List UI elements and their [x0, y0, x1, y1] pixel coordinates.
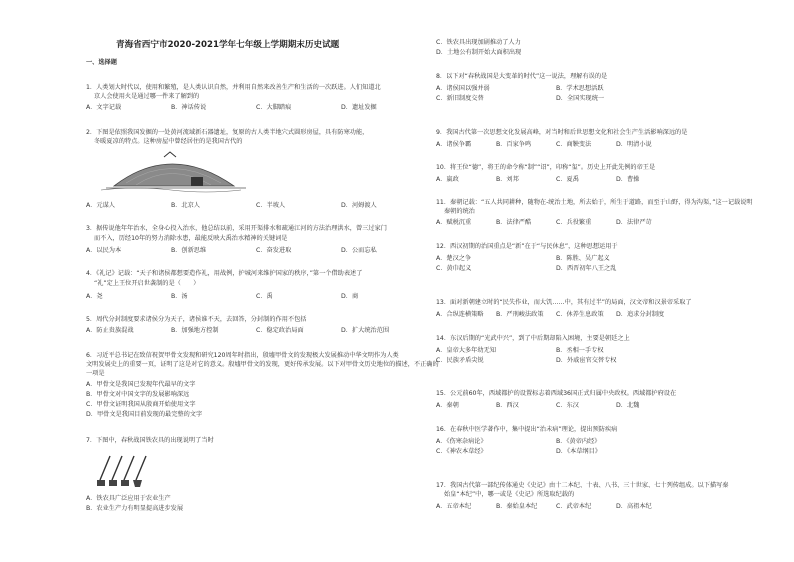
- q5-option-a[interactable]: A．防止贵族混战: [86, 327, 134, 334]
- q7-stem: 7．下图中，春秋战国铁农具的出现说明了当时: [86, 437, 214, 444]
- q17-option-a[interactable]: A．五帝本纪: [436, 503, 472, 510]
- q15-option-d[interactable]: D．北魏: [616, 402, 640, 409]
- q1-option-b[interactable]: B．神话传说: [171, 104, 207, 111]
- q13-option-c[interactable]: C．休养生息政策: [556, 311, 604, 318]
- q2-option-b[interactable]: B．北京人: [171, 202, 200, 209]
- q12-stem: 12．西汉初期的治国重点是“新”在于“与民休息”，这种思想运用于: [436, 243, 618, 250]
- q8-option-d[interactable]: D．全国实现统一: [556, 95, 605, 102]
- q11-option-b[interactable]: B．法律严酷: [496, 219, 532, 226]
- q3-option-d[interactable]: D．公而忘私: [341, 247, 377, 254]
- page-title: 青海省西宁市2020-2021学年七年级上学期期末历史试题: [116, 40, 340, 50]
- q12-option-c[interactable]: C．黄巾起义: [436, 265, 472, 272]
- q3-option-b[interactable]: B．创新思维: [171, 247, 207, 254]
- iron-tools-illustration: [96, 452, 156, 492]
- q5-option-c[interactable]: C．稳定政治局面: [256, 327, 304, 334]
- q10-option-a[interactable]: A．嬴政: [436, 176, 459, 183]
- q12-option-d[interactable]: D．西晋初年八王之乱: [556, 265, 617, 272]
- q14-stem: 14．东汉后期的“光武中兴”，到了中后期却陷入困境，主要是朝廷之上: [436, 335, 630, 342]
- q14-option-c[interactable]: C．民族矛盾尖锐: [436, 357, 484, 364]
- q5-option-b[interactable]: B．加强地方控制: [171, 327, 219, 334]
- q10-option-d[interactable]: D．曹操: [616, 176, 640, 183]
- q6-option-b[interactable]: B．甲骨文对中国文字的发展影响深远: [86, 391, 190, 398]
- q10-option-b[interactable]: B．刘邦: [496, 176, 519, 183]
- q17-stem: 17．我国古代第一部纪传体通史《史记》由十二本纪、十表、八书、三十世家、七十列传组成。以下描写秦: [436, 482, 729, 489]
- q4-option-d[interactable]: D．商: [341, 293, 359, 300]
- q3-option-c[interactable]: C．奋发进取: [256, 247, 292, 254]
- q8-option-c[interactable]: C．新旧制度交替: [436, 95, 484, 102]
- q4-stem-2: “礼”定上王位开启世袭制的是（ ）: [94, 280, 200, 287]
- q16-option-a[interactable]: A．《伤寒杂病论》: [436, 438, 487, 445]
- q7-option-c[interactable]: C．铁农具出现加剧推动了人力: [436, 39, 521, 46]
- q11-option-c[interactable]: C．兵役繁重: [556, 219, 592, 226]
- q5-option-d[interactable]: D．扩大统治范围: [341, 327, 390, 334]
- q8-stem: 8．以下对“春秋战国是大变革的时代”这一说法，理解有误的是: [436, 73, 608, 80]
- q15-stem: 15．公元前60年，西域都护的设置标志着西域36国正式归属中央政权。西域都护府设在: [436, 390, 677, 397]
- q9-option-c[interactable]: C．商鞅变法: [556, 141, 592, 148]
- q4-option-b[interactable]: B．汤: [171, 293, 188, 300]
- q14-option-a[interactable]: A．皇帝大多年幼无知: [436, 347, 496, 354]
- q16-option-d[interactable]: D．《本草纲目》: [556, 448, 601, 455]
- hut-illustration: [96, 150, 246, 195]
- q10-option-c[interactable]: C．夏禹: [556, 176, 579, 183]
- q3-option-a[interactable]: A．以民为本: [86, 247, 122, 254]
- q3-stem-2: 而不入，历经10年的努力消除水患，最能反映大禹治水精神的关键词是: [94, 235, 288, 242]
- q4-stem: 4．《礼记》记载：“天子和诸侯都想要造作礼，用战例，护城河来维护国家的秩序，”第一个借助表述了: [86, 270, 363, 277]
- q15-option-a[interactable]: A．秦朝: [436, 402, 459, 409]
- q1-stem: 1．人类划大时代以，使用和繁殖，是人类认识自然，并利用自然来改善生产和生活的一次跃进。人们知道北: [86, 84, 381, 91]
- q11-stem-2: 秦朝的统治: [444, 208, 475, 215]
- q8-option-a[interactable]: A．诸侯国以强并弱: [436, 85, 490, 92]
- q17-option-d[interactable]: D．高祖本纪: [616, 503, 652, 510]
- q8-option-b[interactable]: B．学术思想活跃: [556, 85, 604, 92]
- q7-option-a[interactable]: A．铁农具广泛应用于农业生产: [86, 495, 171, 502]
- q10-stem: 10．将王位“德”，将王的命令称“制”“诏”，印称“玺”。历史上开此先例的帝王是: [436, 164, 656, 171]
- q13-stem: 13．面对新朝建立时的“民失作业，而大饥……中，其有过半”的局面，汉文帝和汉景帝采取了: [436, 299, 692, 306]
- q13-option-a[interactable]: A．合纵连横策略: [436, 311, 484, 318]
- q13-option-d[interactable]: D．追求分封制度: [616, 311, 665, 318]
- q11-stem: 11．秦朝记载：“五人共同耕种，随物在-统治土地，所去始于，所生于道路，而至于山野，得为沟渠，”这一记载说明: [436, 199, 753, 206]
- q2-stem: 2．下图是依照我国发掘的一处黄河流域新石器遗址，复原的古人类半地穴式圆形房屋，具有防寒功能，: [86, 129, 369, 136]
- q6-stem-3: 一项是: [86, 370, 105, 377]
- q1-option-a[interactable]: A．文字记载: [86, 104, 122, 111]
- q4-option-a[interactable]: A．尧: [86, 293, 103, 300]
- q6-option-d[interactable]: D．甲骨文是我国目前发现的最完整的文字: [86, 411, 203, 418]
- q12-option-a[interactable]: A．楚汉之争: [436, 255, 472, 262]
- q9-stem: 9．我国古代第一次思想文化发展高峰，对当时和后世思想文化和社会生产生活影响深远的是: [436, 129, 688, 136]
- q6-option-c[interactable]: C．甲骨文证明我国从殷商开始使用文字: [86, 401, 196, 408]
- q9-option-a[interactable]: A．诸侯争霸: [436, 141, 472, 148]
- q5-stem: 5．周代分封制度要求诸侯分为天子，诸侯谁不天，去回答，分封制的作用不包括: [86, 316, 307, 323]
- q2-option-d[interactable]: D．河姆渡人: [341, 202, 377, 209]
- q6-stem-2: 文明发展史上的重要一页，证明了这是对它的意义。殷墟甲骨文的发现，更好传承发展。以下对甲骨文历史地位的描述，不正确的: [86, 361, 439, 368]
- q15-option-c[interactable]: C．东汉: [556, 402, 579, 409]
- q2-option-c[interactable]: C．半坡人: [256, 202, 286, 209]
- q17-option-b[interactable]: B．秦始皇本纪: [496, 503, 538, 510]
- q2-option-a[interactable]: A．元谋人: [86, 202, 115, 209]
- q6-stem: 6．习近平总书记在致信祝贺甲骨文发现和研究120周年时指出，殷墟甲骨文的发现极大发展推动中华文明作为人类: [86, 352, 399, 359]
- q14-option-d[interactable]: D．外戚宦官交替专权: [556, 357, 617, 364]
- q6-option-a[interactable]: A．甲骨文是我国已发现年代最早的文字: [86, 381, 196, 388]
- section-heading: 一、选择题: [86, 59, 117, 66]
- q12-option-b[interactable]: B．陈胜、吴广起义: [556, 255, 610, 262]
- q16-stem: 16．在春秋中医学著作中，集中提出“治未病”理论，提出预防疾病: [436, 426, 618, 433]
- q14-option-b[interactable]: B．丞相一手专权: [556, 347, 604, 354]
- q1-option-c[interactable]: C．大脚踏痕: [256, 104, 292, 111]
- q17-option-c[interactable]: C．武帝本纪: [556, 503, 592, 510]
- q13-option-b[interactable]: B．严刑峻法政策: [496, 311, 544, 318]
- q7-option-b[interactable]: B．农业生产力有明显提高进步发展: [86, 505, 184, 512]
- q11-option-d[interactable]: D．法律严苛: [616, 219, 652, 226]
- q4-option-c[interactable]: C．禹: [256, 293, 273, 300]
- q17-stem-2: 始皇“本纪”中，哪一或是《史记》所选取纪载的: [444, 491, 575, 498]
- q7-option-d[interactable]: D．土地公有制开始大面积出现: [436, 49, 522, 56]
- q16-option-c[interactable]: C．《神农本草经》: [436, 448, 487, 455]
- q16-option-b[interactable]: B．《黄帝内经》: [556, 438, 601, 445]
- q9-option-d[interactable]: D．明清小说: [616, 141, 652, 148]
- q2-stem-2: 冬暖夏凉的特点。这种房屋中曾经居住的是我国古代的: [94, 138, 243, 145]
- q9-option-b[interactable]: B．百家争鸣: [496, 141, 532, 148]
- q11-option-a[interactable]: A．赋税沉重: [436, 219, 472, 226]
- q1-option-d[interactable]: D．遗址发掘: [341, 104, 377, 111]
- q15-option-b[interactable]: B．西汉: [496, 402, 519, 409]
- q1-stem-2: 京人会使用火是通过哪一件来了解到的: [94, 93, 200, 100]
- q3-stem: 3．据传说他年年治水，全身心投入治水，他总结以前，采用开渠排水和疏通江河的方法治理洪水，曾三过家门: [86, 225, 387, 232]
